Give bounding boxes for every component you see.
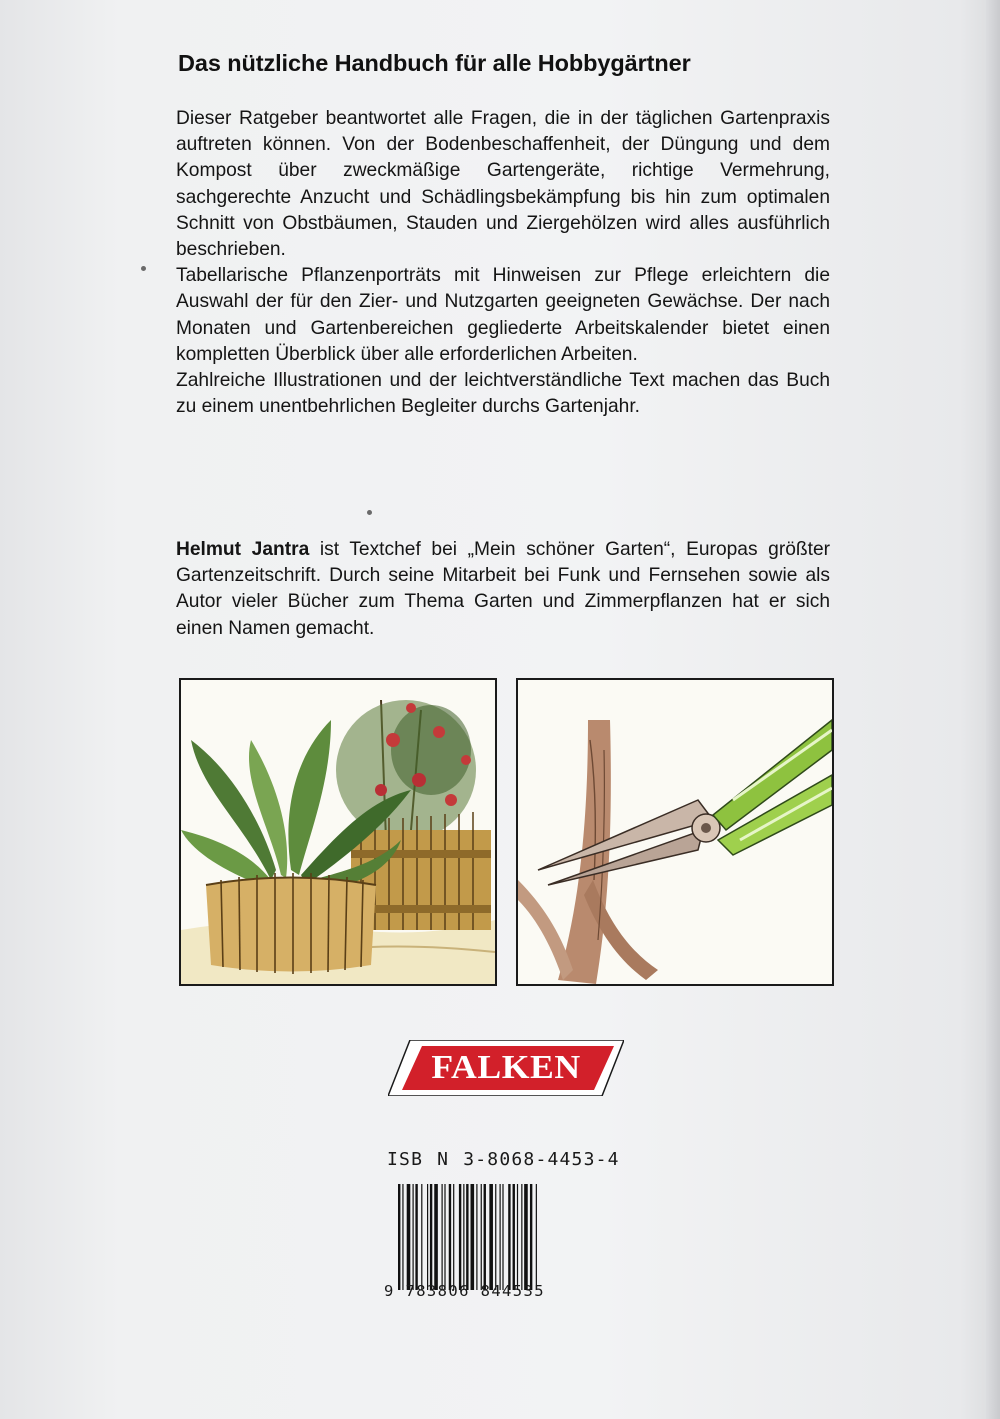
barcode-bar	[415, 1184, 417, 1290]
barcode-bar	[495, 1184, 496, 1290]
barcode-bar	[407, 1184, 411, 1290]
barcode-bar	[463, 1184, 464, 1290]
barcode-bars-icon	[396, 1184, 580, 1290]
planter-illustration	[179, 678, 497, 986]
barcode-bar	[476, 1184, 477, 1290]
barcode-bar	[449, 1184, 451, 1290]
pruning-illustration	[516, 678, 834, 986]
barcode-bar	[530, 1184, 532, 1290]
barcode-bar	[502, 1184, 503, 1290]
barcode-bar	[398, 1184, 400, 1290]
barcode-bar	[471, 1184, 475, 1290]
barrel-planter	[206, 873, 376, 974]
barcode-bar	[434, 1184, 438, 1290]
barcode-bar	[508, 1184, 510, 1290]
barcode-bar	[524, 1184, 528, 1290]
barcode-bar	[481, 1184, 482, 1290]
pruning-shears-icon	[518, 680, 832, 984]
blurb-paragraph: Tabellarische Pflanzenporträts mit Hinweisen zur Pflege erleichtern die Auswahl der für den Zier- und Nutzgarten geeigneten Gewächse. Der nach Monaten und Gartenbereichen gegliederte Arbeitskalender bietet einen kompletten Überblick über alle erforderlichen Arbeiten.	[176, 265, 830, 365]
author-name: Helmut Jantra	[176, 539, 310, 560]
publisher-logo-text: FALKEN	[431, 1049, 581, 1086]
barcode-bar	[513, 1184, 515, 1290]
cover-headline: Das nützliche Handbuch für alle Hobbygärtner	[178, 50, 691, 76]
barcode-bar	[444, 1184, 445, 1290]
barcode-bar	[430, 1184, 432, 1290]
isbn-label: ISB N 3-8068-4453-4	[387, 1149, 620, 1170]
barcode-bar	[421, 1184, 422, 1290]
barcode	[396, 1184, 580, 1290]
cover-edge	[986, 0, 1000, 1419]
barcode-bar	[453, 1184, 454, 1290]
barcode-bar	[402, 1184, 403, 1290]
barcode-bar	[521, 1184, 522, 1290]
barcode-bar	[484, 1184, 486, 1290]
barcode-bar	[442, 1184, 443, 1290]
planter-boxes-icon	[181, 680, 495, 984]
barcode-bar	[517, 1184, 518, 1290]
barcode-bar	[536, 1184, 537, 1290]
blurb-paragraph: Zahlreiche Illustrationen und der leichtverständliche Text machen das Buch zu einem unentbehrlichen Begleiter durchs Gartenjahr.	[176, 370, 830, 418]
barcode-bar	[489, 1184, 493, 1290]
barcode-bar	[413, 1184, 414, 1290]
blurb-text	[176, 106, 830, 420]
barcode-bar	[459, 1184, 461, 1290]
barcode-bar	[427, 1184, 428, 1290]
author-bio-text: ist Textchef bei „Mein schöner Garten“, Europas größter Gartenzeitschrift. Durch seine Mitarbeit bei Funk und Fernsehen sowie als Autor vieler Bücher zum Thema Garten und Zimmerpflanzen hat er sich einen Namen gemacht.	[176, 539, 831, 639]
publisher-logo	[388, 1040, 624, 1096]
barcode-bar	[500, 1184, 501, 1290]
blurb-paragraph: Dieser Ratgeber beantwortet alle Fragen, die in der täglichen Gartenpraxis auftreten können. Von der Bodenbeschaffenheit, der Düngung und dem Kompost über zweckmäßige Gartengeräte, richtige Vermehrung, sachgerechte Anzucht und Schädlingsbekämpfung bis hin zum optimalen Schnitt von Obstbäumen, Stauden und Ziergehölzen wird alles ausführlich beschrieben.	[176, 108, 830, 261]
cover-speck	[367, 510, 372, 515]
barcode-number: 9 783806 844535	[384, 1282, 545, 1300]
author-bio	[176, 537, 830, 642]
barcode-bar	[466, 1184, 468, 1290]
cover-speck	[141, 266, 146, 271]
